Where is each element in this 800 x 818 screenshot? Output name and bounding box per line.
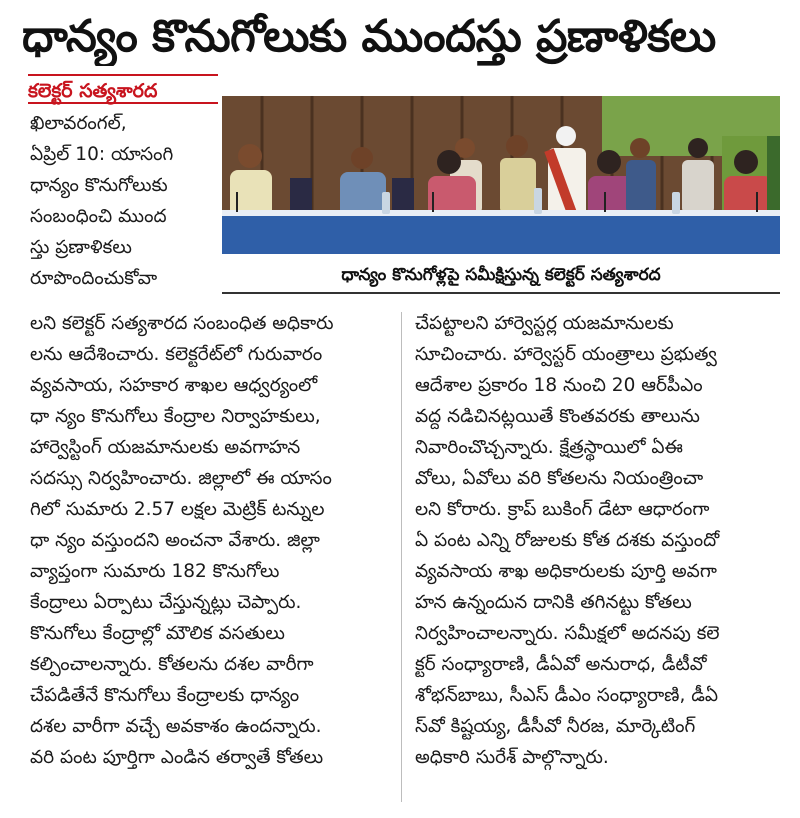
column2-line: వ్యవసాయ శాఖ అధికారులకు పూర్తి అవగా [415, 561, 717, 582]
column2-line: అధికారి సురేశ్ పాల్గొన్నారు. [415, 747, 609, 768]
column2-line: సూచించారు. హార్వెస్టర్ యంత్రాలు ప్రభుత్వ [415, 344, 717, 365]
meeting-photo-illustration [222, 96, 780, 254]
intro-line: రూపొందించుకోవా [30, 268, 158, 289]
column1-line: చేపడితేనే కొనుగోలు కేంద్రాలకు ధాన్యం [30, 685, 300, 706]
column1-line: వ్యవసాయ, సహకార శాఖల ఆధ్వర్యంలో [30, 375, 318, 396]
article-column-1 [30, 308, 390, 773]
column1-line: కేంద్రాలు ఏర్పాటు చేస్తున్నట్లు చెప్పారు. [30, 592, 302, 613]
column2-line: ఆదేశాల ప్రకారం 18 నుంచి 20 ఆర్‌పీఎం [415, 375, 703, 396]
column1-line: ధా న్యం వస్తుందని అంచనా వేశారు. జిల్లా [30, 530, 320, 551]
photo-caption: ధాన్యం కొనుగోళ్లపై సమీక్షిస్తున్న కలెక్టర్ సత్యశారద [222, 256, 780, 294]
column2-line: వద్ద నడిచినట్లయితే కొంతవరకు తాలును [415, 406, 700, 427]
meeting-photo [222, 96, 780, 254]
byline-collector-name: కలెక్టర్ సత్యశారద [28, 74, 218, 104]
headline: ధాన్యం కొనుగోలుకు ముందస్తు ప్రణాళికలు [22, 11, 716, 62]
intro-line: ఏప్రిల్ 10: యాసంగి [30, 144, 174, 165]
column2-line: ఏ పంట ఎన్ని రోజులకు కోత దశకు వస్తుందో [415, 530, 720, 551]
column1-line: సదస్సు నిర్వహించారు. జిల్లాలో ఈ యాసం [30, 468, 332, 489]
column-divider [401, 312, 402, 802]
column2-line: నివారించొచ్చన్నారు. క్షేత్రస్థాయిలో ఏఈ [415, 437, 683, 458]
column2-line: నిర్వహించాలన్నారు. సమీక్షలో అదనపు కలె [415, 623, 720, 644]
column1-line: లని కలెక్టర్ సత్యశారద సంబంధిత అధికారు [30, 313, 334, 334]
column2-line: క్టర్ సంధ్యారాణి, డీఏవో అనురాధ, డీటీవో [415, 654, 707, 675]
column1-line: లను ఆదేశించారు. కలెక్టరేట్‌లో గురువారం [30, 344, 323, 365]
column2-line: శోభన్‌బాబు, సీఎస్ డీఎం సంధ్యారాణి, డీఏ [415, 685, 719, 706]
column1-line: కొనుగోలు కేంద్రాల్లో మౌలిక వసతులు [30, 623, 285, 644]
intro-line: ధాన్యం కొనుగోలుకు [30, 175, 168, 196]
intro-line: స్తు ప్రణాళికలు [30, 237, 132, 258]
column1-line: వరి పంట పూర్తిగా ఎండిన తర్వాతే కోతలు [30, 747, 324, 768]
column2-line: హన ఉన్నందున దానికి తగినట్టు కోతలు [415, 592, 692, 613]
column1-line: వ్యాప్తంగా సుమారు 182 కొనుగోలు [30, 561, 280, 582]
column1-line: దశల వారీగా వచ్చే అవకాశం ఉందన్నారు. [30, 716, 322, 737]
column1-line: గిలో సుమారు 2.57 లక్షల మెట్రిక్ టన్నుల [30, 499, 325, 520]
column2-line: లని కోరారు. క్రాప్ బుకింగ్ డేటా ఆధారంగా [415, 499, 710, 520]
intro-paragraph [30, 108, 215, 294]
intro-line: సంబంధించి ముంద [30, 206, 167, 227]
column2-line: వోలు, ఏవోలు వరి కోతలను నియంత్రించా [415, 468, 704, 489]
article-column-2 [415, 308, 780, 773]
column2-line: చేపట్టాలని హార్వెస్టర్ల యజమానులకు [415, 313, 674, 334]
column1-line: ధా న్యం కొనుగోలు కేంద్రాల నిర్వాహకులు, [30, 406, 321, 427]
intro-line: ఖిలావరంగల్, [30, 113, 127, 134]
column1-line: హార్వెస్టింగ్ యజమానులకు అవగాహన [30, 437, 301, 458]
column1-line: కల్పించాలన్నారు. కోతలను దశల వారీగా [30, 654, 314, 675]
column2-line: స్‌వో కిష్టయ్య, డీసీవో నీరజ, మార్కెటింగ్ [415, 716, 696, 737]
